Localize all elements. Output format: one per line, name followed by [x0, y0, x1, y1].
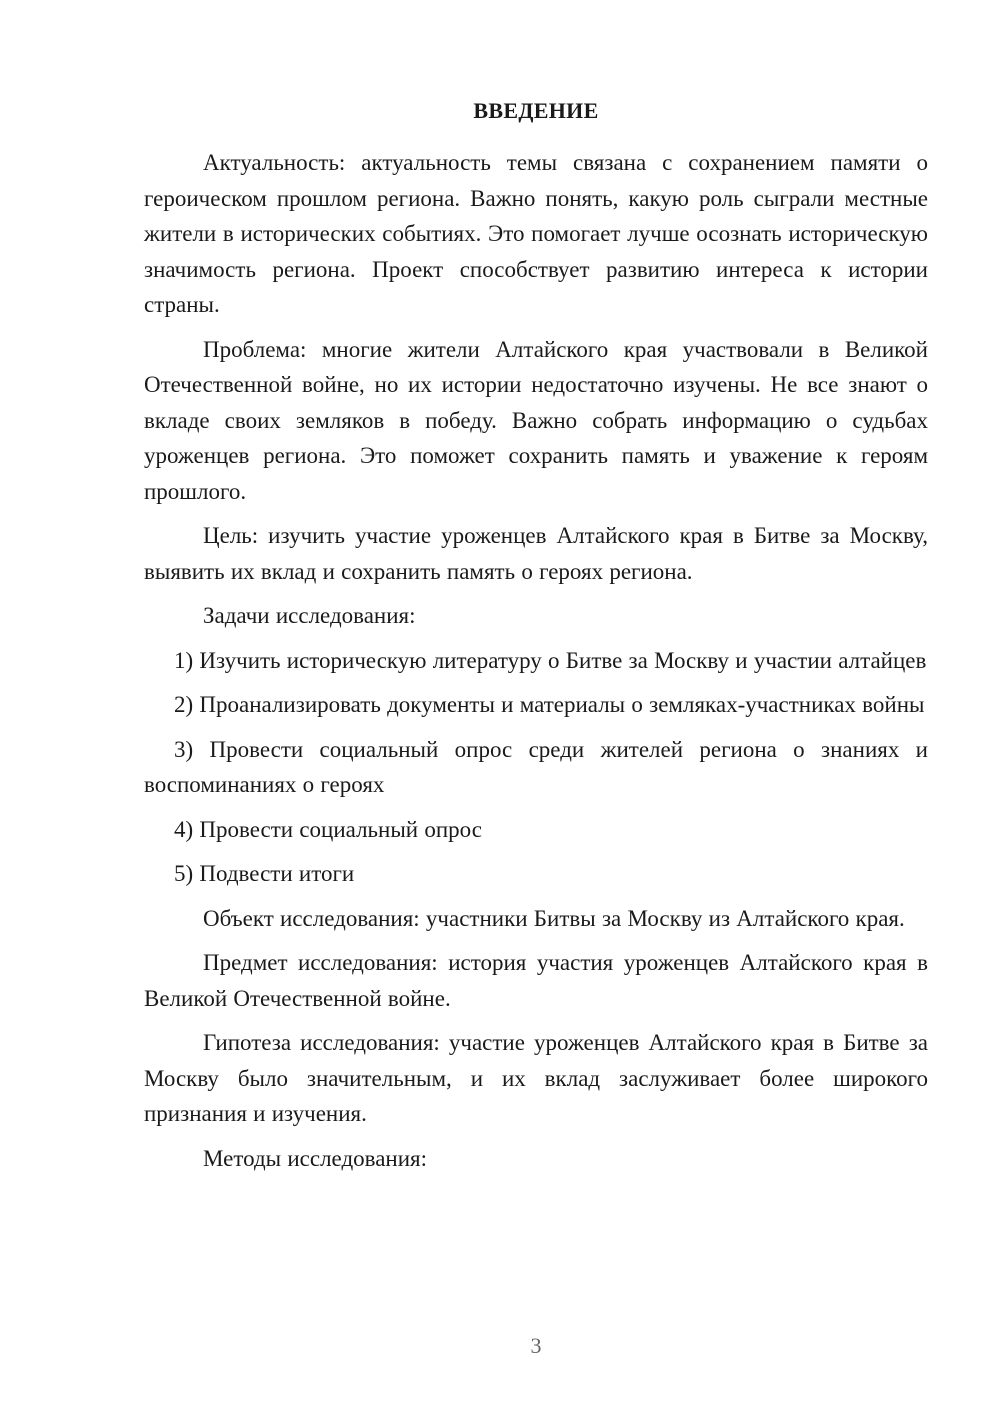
list-item-task-1: 1) Изучить историческую литературу о Битве за Москву и участии алтайцев — [174, 647, 927, 673]
list-item-task-4: 4) Провести социальный опрос — [174, 816, 482, 842]
paragraph-subject: Предмет исследования: история участия уроженцев Алтайского края в Великой Отечественной войне. — [144, 950, 928, 1011]
list-item-task-2: 2) Проанализировать документы и материалы о земляках-участниках войны — [174, 692, 925, 717]
list-item-task-3: 3) Провести социальный опрос среди жителей региона о знаниях и воспоминаниях о героях — [144, 736, 928, 797]
paragraph-relevance: Актуальность: актуальность темы связана с сохранением памяти о героическом прошлом региона. Важно понять, какую роль сыграли местные жители в исторических событиях. Это помогает лучше осознать историческую значимость региона. Проект способствует развитию интереса к истории страны. — [144, 150, 928, 317]
paragraph-object: Объект исследования: участники Битвы за Москву из Алтайского края. — [203, 905, 905, 931]
page-number: 3 — [530, 1333, 542, 1358]
paragraph-problem: Проблема: многие жители Алтайского края участвовали в Великой Отечественной войне, но их истории недостаточно изучены. Не все знают о вкладе своих земляков в победу. Важно собрать информацию о судьбах уроженцев региона. Это поможет сохранить память и уважение к героям прошлого. — [144, 336, 928, 504]
paragraph-goal: Цель: изучить участие уроженцев Алтайского края в Битве за Москву, выявить их вклад и сохранить память о героях региона. — [144, 523, 928, 584]
paragraph-tasks-heading: Задачи исследования: — [203, 603, 416, 628]
body-text — [144, 145, 928, 1185]
list-item-task-5: 5) Подвести итоги — [174, 861, 355, 886]
section-title: ВВЕДЕНИЕ — [473, 98, 599, 123]
paragraph-methods: Методы исследования: — [203, 1145, 428, 1171]
paragraph-hypothesis: Гипотеза исследования: участие уроженцев Алтайского края в Битве за Москву было значительным, и их вклад заслуживает более широкого признания и изучения. — [144, 1030, 928, 1126]
